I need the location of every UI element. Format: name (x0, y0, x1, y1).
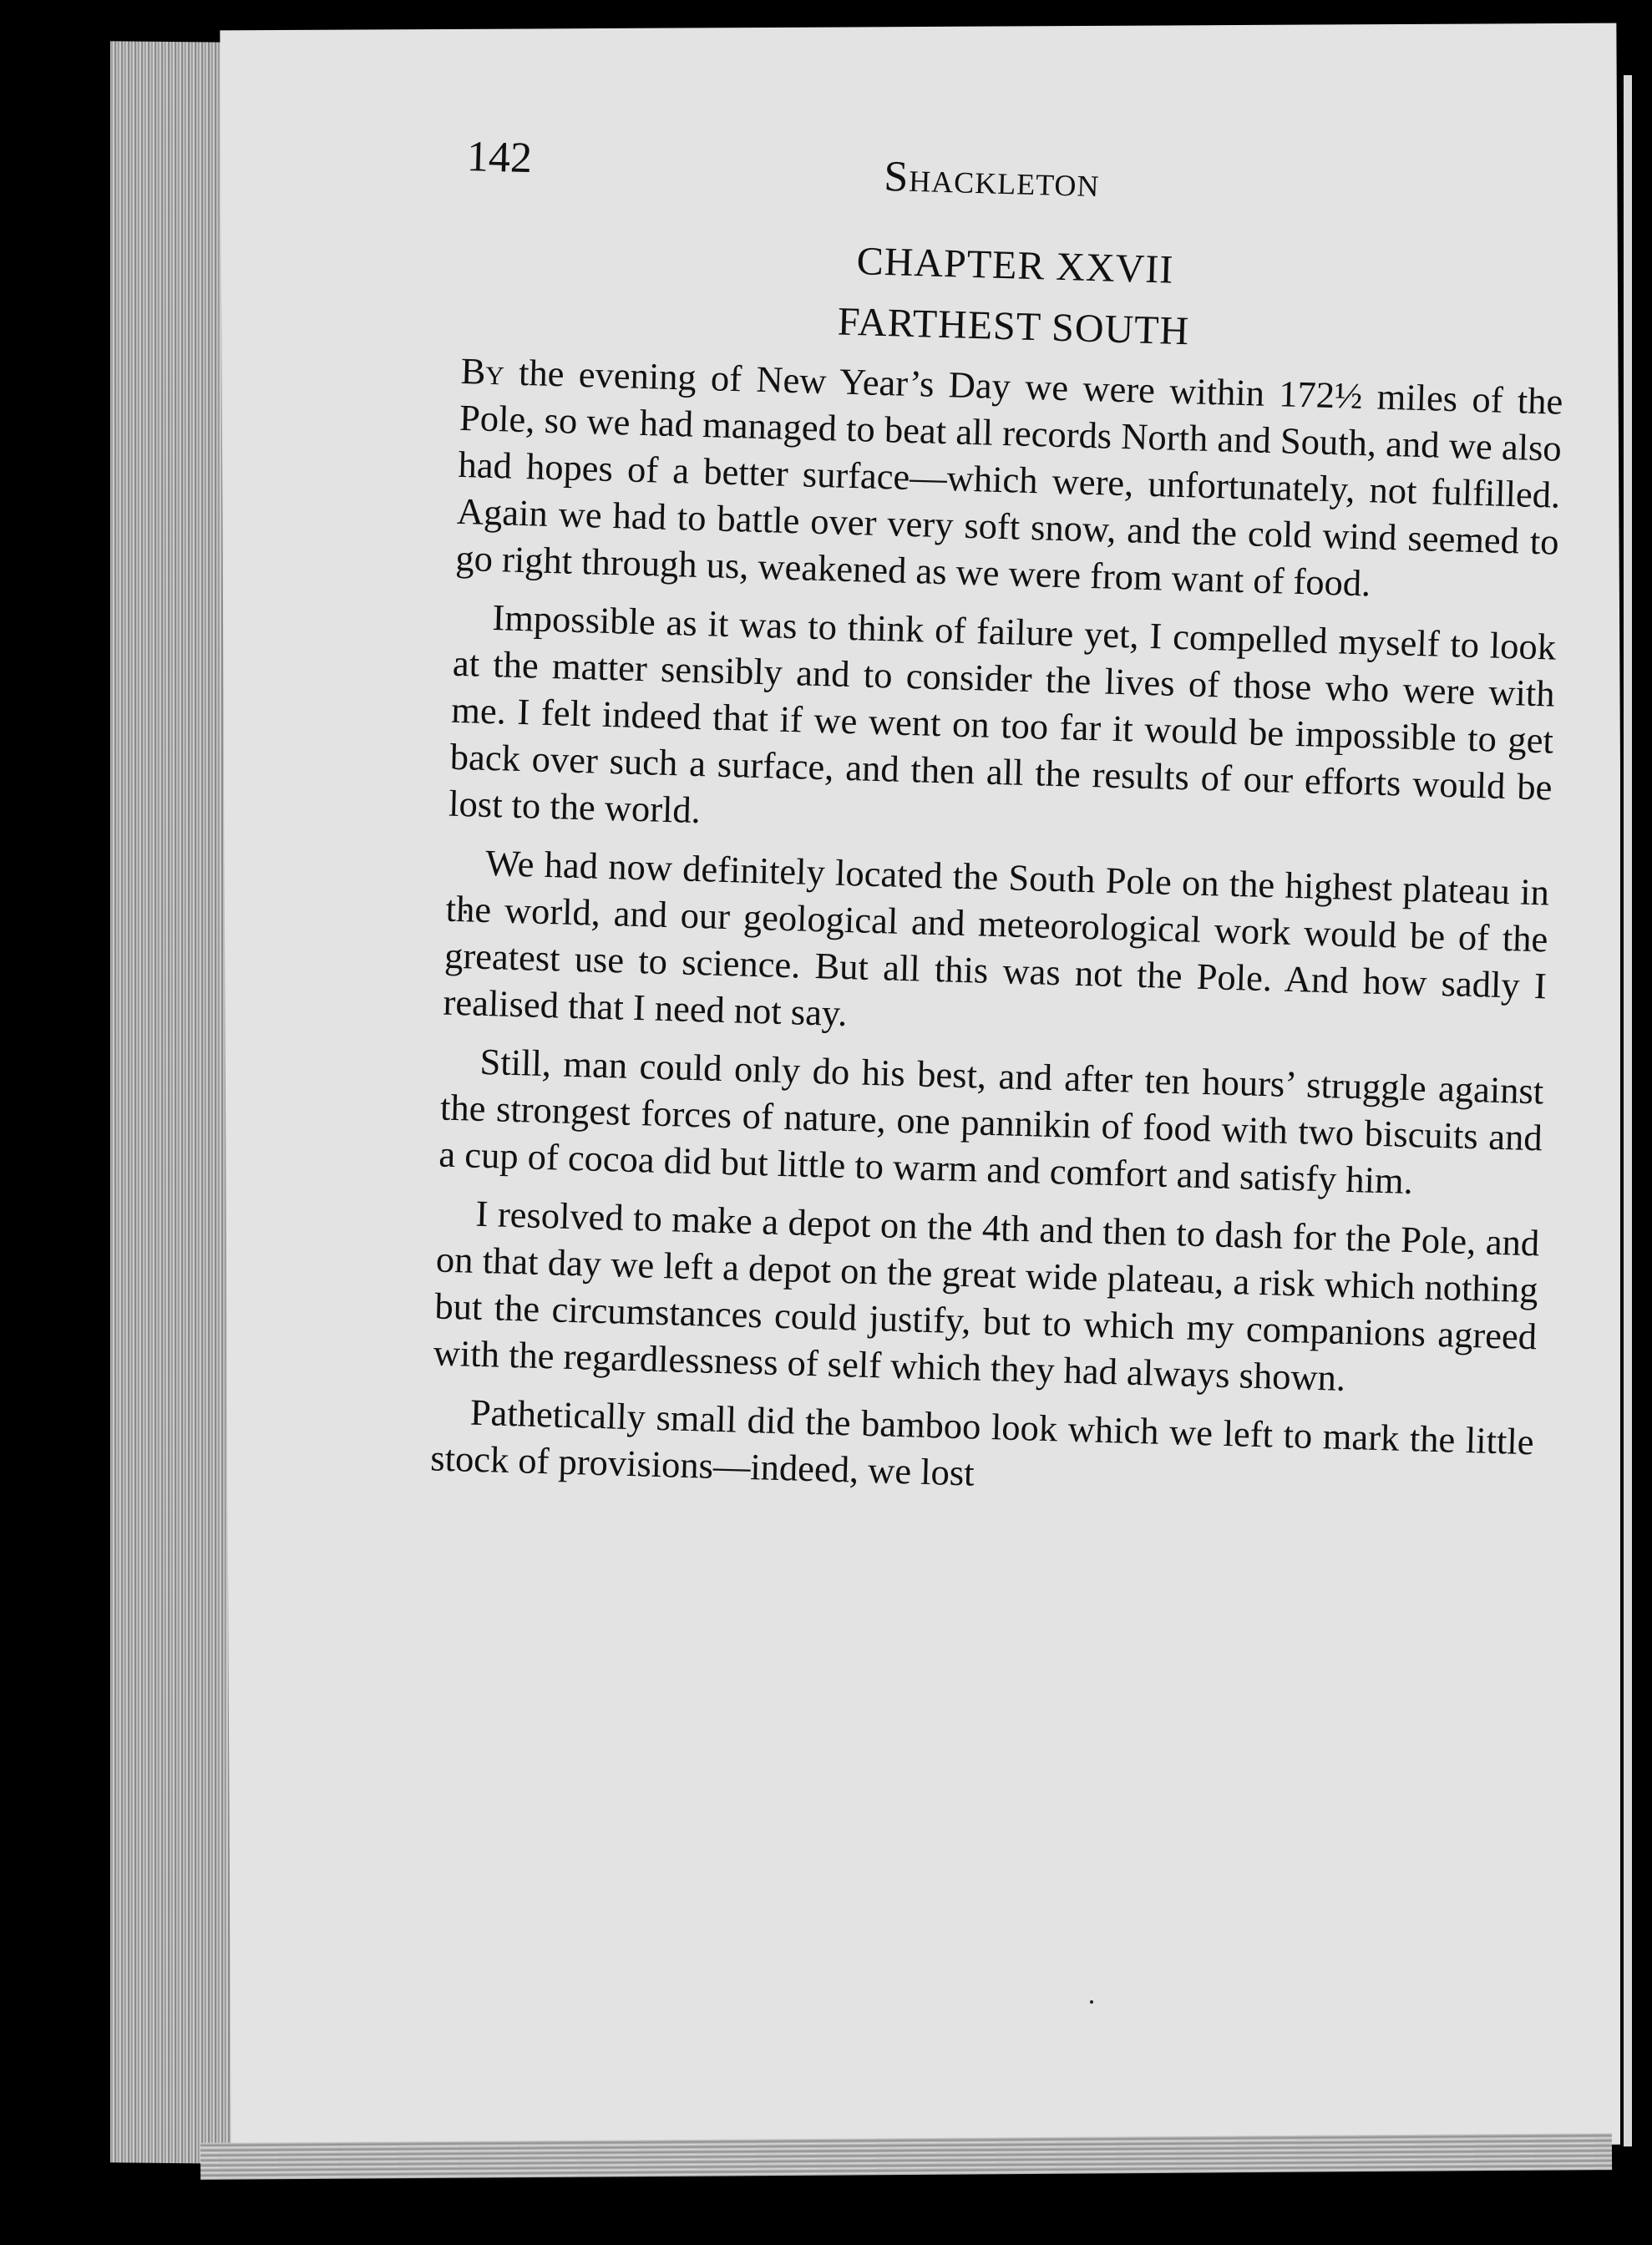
paragraph: Pathetically small did the bamboo look which we left to mark the little stock of provisions—indeed, we lost (429, 1391, 1535, 1494)
paragraph: Impossible as it was to think of failure yet, I compelled myself to look at the matter sensibly and to consider the lives of those who were with me. I felt indeed that if we went on too far it would be impossible to get back over such a surface, and then all the results of our efforts would be lost to the world. (448, 596, 1557, 832)
paper-speck (1090, 2000, 1093, 2004)
body-text (430, 347, 1563, 1512)
paragraph: I resolved to make a depot on the 4th and then to dash for the Pole, and on that day we left a depot on the great wide plateau, a risk which nothing but the circumstances could justify, but to which my companions agreed with the regardlessness of self which they had always shown. (433, 1192, 1540, 1399)
paragraph: We had now definitely located the South Pole on the highest plateau in the world, and our geological and meteorological work would be of the greatest use to science. But all this was not the Pole. And how sadly I realised that I need not say. (442, 841, 1550, 1035)
chapter-title: FARTHEST SOUTH (837, 299, 1190, 354)
page-text (429, 125, 1569, 1523)
paragraph-lead: By (460, 349, 505, 393)
page-number: 142 (466, 132, 533, 183)
running-title: Shackleton (883, 152, 1101, 207)
right-page-edge (1624, 75, 1632, 2146)
paragraph (455, 347, 1563, 612)
page-edges-left (110, 41, 236, 2164)
paragraph-text: the evening of New Year’s Day we were within 172½ miles of the Pole, so we had managed to beat all records North and South, and we also had hopes of a better surface—which were, unfortunately, not fulfilled. Again we had to battle over very soft snow, and the cold wind seemed to go right through us, weakened as we were from want of food. (454, 351, 1563, 605)
chapter-number: CHAPTER XXVII (856, 239, 1175, 292)
paragraph: Still, man could only do his best, and after ten hours’ struggle against the strongest forces of nature, one pannikin of food with two biscuits and a cup of cocoa did but little to warm and comfort and satisfy him. (438, 1040, 1544, 1203)
